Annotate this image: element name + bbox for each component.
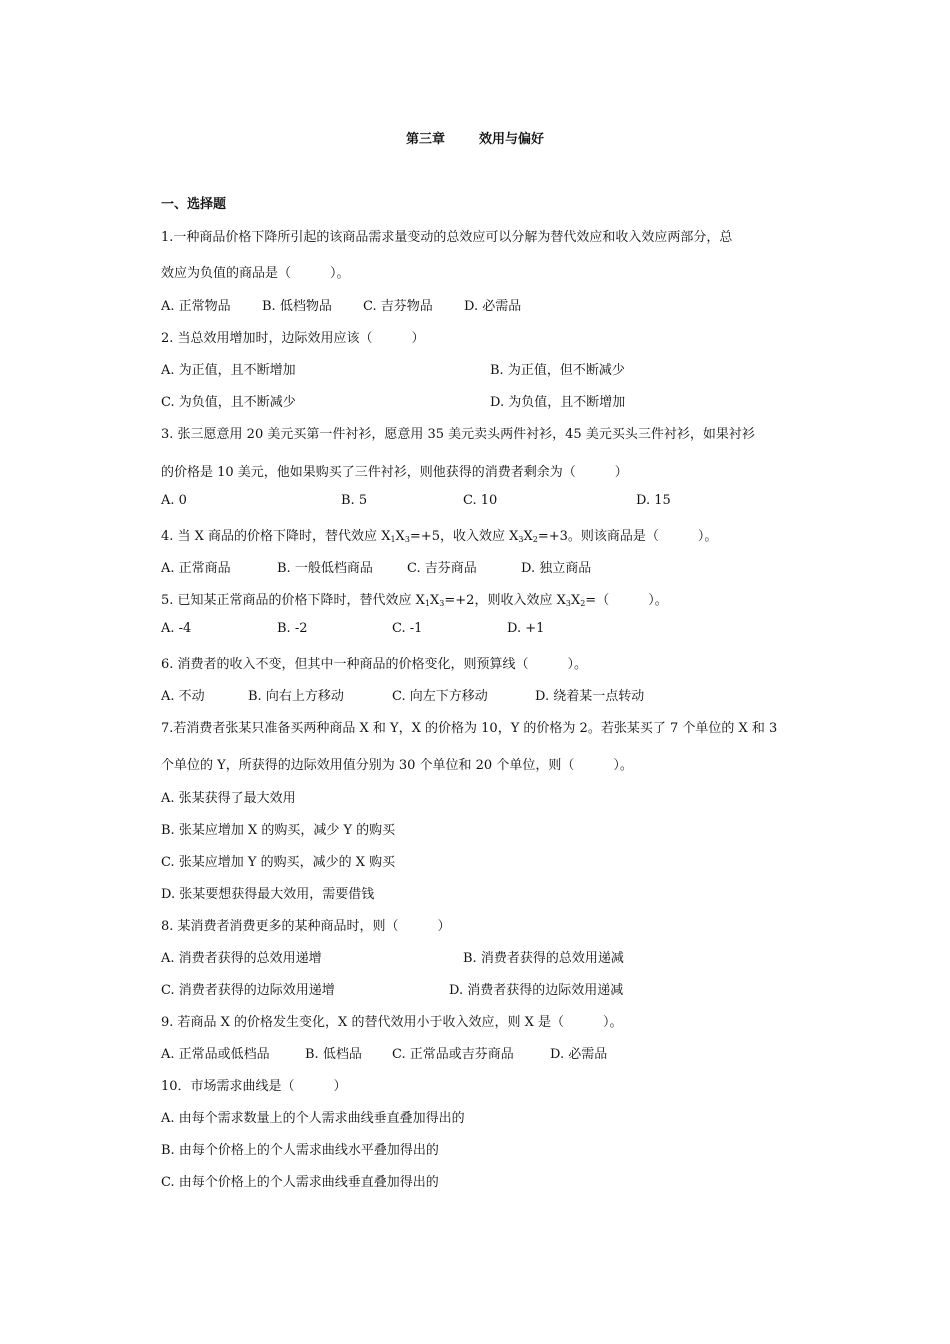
- q5-option-d: D. +1: [507, 621, 545, 636]
- q10-stem: 10．市场需求曲线是（ ）: [161, 1079, 347, 1094]
- q9-option-c: C. 正常品或吉芬商品: [392, 1047, 514, 1062]
- q3-option-d: D. 15: [636, 493, 671, 508]
- q7-option-c: C. 张某应增加 Y 的购买，减少的 X 购买: [161, 855, 396, 870]
- q4-stem: 4. 当 X 商品的价格下降时，替代效应 $X_1X_3=+5$，收入效应 $X_3X_2=+3$。则该商品是（ ）。: [161, 529, 718, 544]
- q8-option-a: A. 消费者获得的总效用递增: [161, 951, 322, 966]
- q8-stem: 8. 某消费者消费更多的某种商品时，则（ ）: [161, 919, 451, 934]
- q5-option-b: B. -2: [277, 621, 308, 636]
- q1-option-a: A. 正常物品: [161, 299, 231, 314]
- q3-option-c: C. 10: [463, 493, 498, 508]
- q8-option-d: D. 消费者获得的边际效用递减: [449, 983, 624, 998]
- q6-stem: 6. 消费者的收入不变，但其中一种商品的价格变化，则预算线（ ）。: [161, 657, 588, 672]
- q10-option-a: A. 由每个需求数量上的个人需求曲线垂直叠加得出的: [161, 1111, 465, 1126]
- q2-stem: 2. 当总效用增加时，边际效用应该（ ）: [161, 331, 425, 346]
- q9-option-d: D. 必需品: [550, 1047, 608, 1062]
- q6-option-d: D. 绕着某一点转动: [535, 689, 645, 704]
- q4-option-d: D. 独立商品: [521, 561, 592, 576]
- q10-option-b: B. 由每个价格上的个人需求曲线水平叠加得出的: [161, 1143, 439, 1158]
- chapter-number: 第三章: [405, 132, 445, 147]
- q6-option-b: B. 向右上方移动: [248, 689, 344, 704]
- q1-stem-line2: 效应为负值的商品是（ ）。: [161, 266, 350, 281]
- q6-option-c: C. 向左下方移动: [392, 689, 488, 704]
- chapter-name: 效用与偏好: [479, 132, 545, 147]
- q4-option-c: C. 吉芬商品: [407, 561, 477, 576]
- q4-option-b: B. 一般低档商品: [277, 561, 373, 576]
- q2-option-d: D. 为负值，且不断增加: [490, 395, 626, 410]
- q7-option-b: B. 张某应增加 X 的购买，减少 Y 的购买: [161, 823, 396, 838]
- q3-option-a: A. 0: [161, 493, 187, 508]
- q9-stem: 9. 若商品 X 的价格发生变化，X 的替代效用小于收入效应，则 X 是（ ）。: [161, 1015, 623, 1030]
- q7-option-a: A. 张某获得了最大效用: [161, 791, 296, 806]
- q9-option-b: B. 低档品: [305, 1047, 362, 1062]
- q10-option-c: C. 由每个价格上的个人需求曲线垂直叠加得出的: [161, 1175, 439, 1190]
- q7-stem-line2: 个单位的 Y，所获得的边际效用值分别为 30 个单位和 20 个单位，则（ ）。: [161, 758, 633, 773]
- q4-option-a: A. 正常商品: [161, 561, 231, 576]
- q6-option-a: A. 不动: [161, 689, 205, 704]
- q9-option-a: A. 正常品或低档品: [161, 1047, 270, 1062]
- q1-option-b: B. 低档物品: [262, 299, 332, 314]
- q3-option-b: B. 5: [341, 493, 368, 508]
- q1-stem-line1: 1.一种商品价格下降所引起的该商品需求量变动的总效应可以分解为替代效应和收入效应两部分，总: [161, 230, 733, 245]
- q2-option-a: A. 为正值，且不断增加: [161, 363, 296, 378]
- q8-option-b: B. 消费者获得的总效用递减: [463, 951, 624, 966]
- q8-option-c: C. 消费者获得的边际效用递增: [161, 983, 335, 998]
- q2-option-c: C. 为负值，且不断减少: [161, 395, 296, 410]
- q5-option-c: C. -1: [392, 621, 423, 636]
- q5-stem: 5. 已知某正常商品的价格下降时，替代效应 $X_1X_3=+2$，则收入效应 $X_3X_2=$（ ）。: [161, 593, 668, 608]
- chapter-title: [0, 128, 950, 147]
- q1-option-d: D. 必需品: [464, 299, 522, 314]
- q7-option-d: D. 张某要想获得最大效用，需要借钱: [161, 887, 375, 902]
- q2-option-b: B. 为正值，但不断减少: [490, 363, 625, 378]
- q5-option-a: A. -4: [161, 621, 192, 636]
- q3-stem-line1: 3. 张三愿意用 20 美元买第一件衬衫，愿意用 35 美元卖头两件衬衫，45 美元买头三件衬衫，如果衬衫: [161, 427, 755, 442]
- section-heading: 一、选择题: [161, 197, 227, 212]
- q7-stem-line1: 7.若消费者张某只准备买两种商品 X 和 Y，X 的价格为 10，Y 的价格为 2。若张某买了 7 个单位的 X 和 3: [161, 721, 778, 736]
- q1-option-c: C. 吉芬物品: [363, 299, 433, 314]
- q3-stem-line2: 的价格是 10 美元，他如果购买了三件衬衫，则他获得的消费者剩余为（ ）: [161, 465, 628, 480]
